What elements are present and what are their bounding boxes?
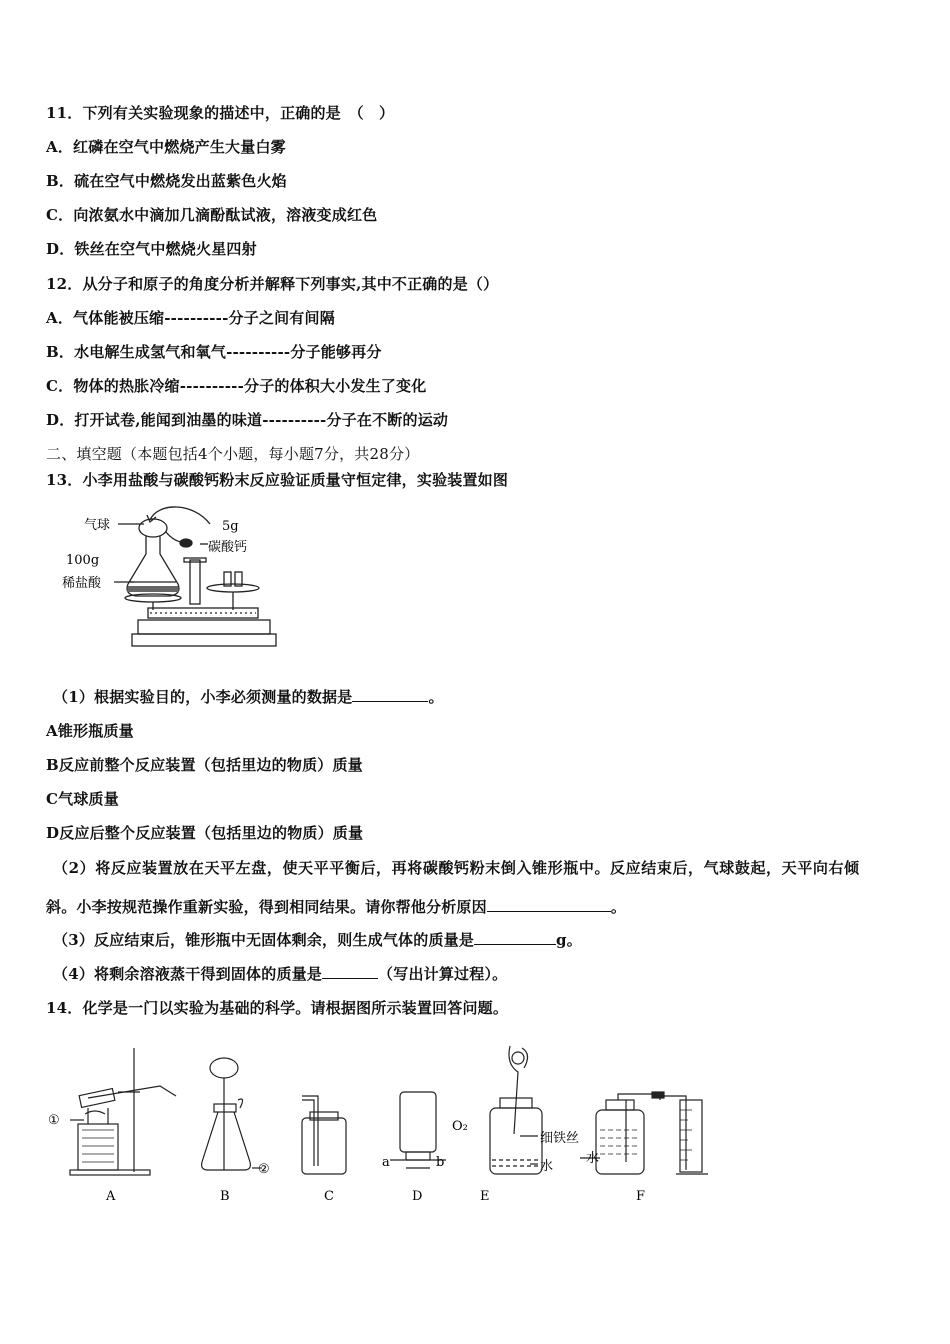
- left-pan: [125, 594, 181, 602]
- q13-part4: [53, 963, 507, 984]
- apparatus-b: [202, 1058, 262, 1170]
- label-apparatus-c: C: [324, 1189, 334, 1204]
- q12-option-c: C．物体的热胀冷缩----------分子的体积大小发生了变化: [46, 377, 427, 395]
- q13-part4-end: （写出计算过程）。: [378, 965, 508, 983]
- apparatus-c: [302, 1096, 346, 1174]
- q13-part3-blank[interactable]: [474, 930, 556, 945]
- label-apparatus-a: A: [106, 1189, 116, 1204]
- q12-option-a: A．气体能被压缩----------分子之间有间隔: [46, 309, 335, 327]
- marker-circle-1: ①: [48, 1113, 60, 1128]
- label-dilute-hcl: 稀盐酸: [62, 576, 102, 591]
- marker-circle-2: ②: [258, 1162, 270, 1177]
- q11-option-d: D．铁丝在空气中燃烧火星四射: [46, 240, 257, 258]
- balloon-shape: [139, 519, 167, 537]
- q13-part1-text: （1）根据实验目的，小李必须测量的数据是: [53, 688, 353, 706]
- q12-stem: 12．从分子和原子的角度分析并解释下列事实,其中不正确的是（）: [46, 275, 499, 293]
- q13-part1-option-c: C气球质量: [46, 790, 119, 808]
- marker-port-b: b: [436, 1155, 445, 1170]
- q13-part2-line1: （2）将反应装置放在天平左盘，使天平平衡后，再将碳酸钙粉末倒入锥形瓶中。反应结束后，气球鼓起，天平向右倾: [53, 859, 860, 877]
- marker-o2: O₂: [452, 1119, 468, 1134]
- q14-apparatus-figure: [40, 1034, 720, 1214]
- q13-part2-blank[interactable]: [487, 897, 611, 912]
- apparatus-e: [490, 1046, 542, 1174]
- q13-stem: 13．小李用盐酸与碳酸钙粉末反应验证质量守恒定律，实验装置如图: [46, 471, 509, 489]
- q13-part1-blank[interactable]: [352, 687, 428, 702]
- q13-part4-blank[interactable]: [322, 964, 378, 979]
- q13-part1: [53, 686, 444, 707]
- q11-option-c: C．向浓氨水中滴加几滴酚酞试液，溶液变成红色: [46, 206, 378, 224]
- label-100g: 100g: [66, 553, 100, 568]
- label-caco3: 碳酸钙: [208, 540, 248, 555]
- marker-water-f: 水: [586, 1151, 600, 1166]
- q13-part2-line2: [46, 896, 626, 917]
- right-pan: [207, 584, 259, 592]
- section-2-heading: 二、填空题（本题包括4个小题，每小题7分，共28分）: [46, 445, 420, 463]
- balance-foot: [132, 634, 276, 646]
- label-apparatus-d: D: [412, 1189, 423, 1204]
- label-apparatus-e: E: [480, 1189, 490, 1204]
- q13-part3-text: （3）反应结束后，锥形瓶中无固体剩余，则生成气体的质量是: [53, 931, 475, 949]
- q11-stem: 11．下列有关实验现象的描述中，正确的是 （ ）: [46, 104, 395, 122]
- q13-part1-option-a: A锥形瓶质量: [46, 722, 134, 740]
- marker-port-a: a: [382, 1155, 390, 1170]
- marker-iron-wire: 细铁丝: [540, 1131, 580, 1146]
- q13-part2-text: 斜。小李按规范操作重新实验，得到相同结果。请你帮他分析原因: [46, 898, 487, 916]
- q14-stem: 14．化学是一门以实验为基础的科学。请根据图所示装置回答问题。: [46, 999, 509, 1017]
- q11-option-a: A．红磷在空气中燃烧产生大量白雾: [46, 138, 286, 156]
- label-5g: 5g: [222, 519, 239, 534]
- q13-part2-end: 。: [610, 898, 627, 916]
- q13-part4-text: （4）将剩余溶液蒸干得到固体的质量是: [53, 965, 323, 983]
- label-apparatus-f: F: [636, 1189, 646, 1204]
- apparatus-a: [70, 1048, 176, 1175]
- q13-part1-end: 。: [428, 688, 444, 706]
- label-balloon: 气球: [84, 518, 111, 533]
- q12-option-b: B．水电解生成氢气和氧气----------分子能够再分: [46, 343, 382, 361]
- label-apparatus-b: B: [220, 1189, 230, 1204]
- apparatus-f: [580, 1092, 708, 1174]
- q13-part3: [53, 929, 582, 950]
- q12-option-d: D．打开试卷,能闻到油墨的味道----------分子在不断的运动: [46, 411, 449, 429]
- balance-base: [138, 620, 270, 634]
- flask-liquid: [127, 586, 179, 592]
- q13-part3-end: g。: [556, 931, 582, 949]
- balloon-arrow: [150, 507, 210, 524]
- balance-post: [190, 560, 200, 604]
- marker-water-e: 水: [540, 1159, 554, 1174]
- caco3-bulb: [180, 539, 192, 547]
- q13-part1-option-b: B反应前整个反应装置（包括里边的物质）质量: [46, 756, 363, 774]
- q13-part1-option-d: D反应后整个反应装置（包括里边的物质）质量: [46, 824, 364, 842]
- q13-balance-figure: [58, 502, 288, 662]
- q11-option-b: B．硫在空气中燃烧发出蓝紫色火焰: [46, 172, 287, 190]
